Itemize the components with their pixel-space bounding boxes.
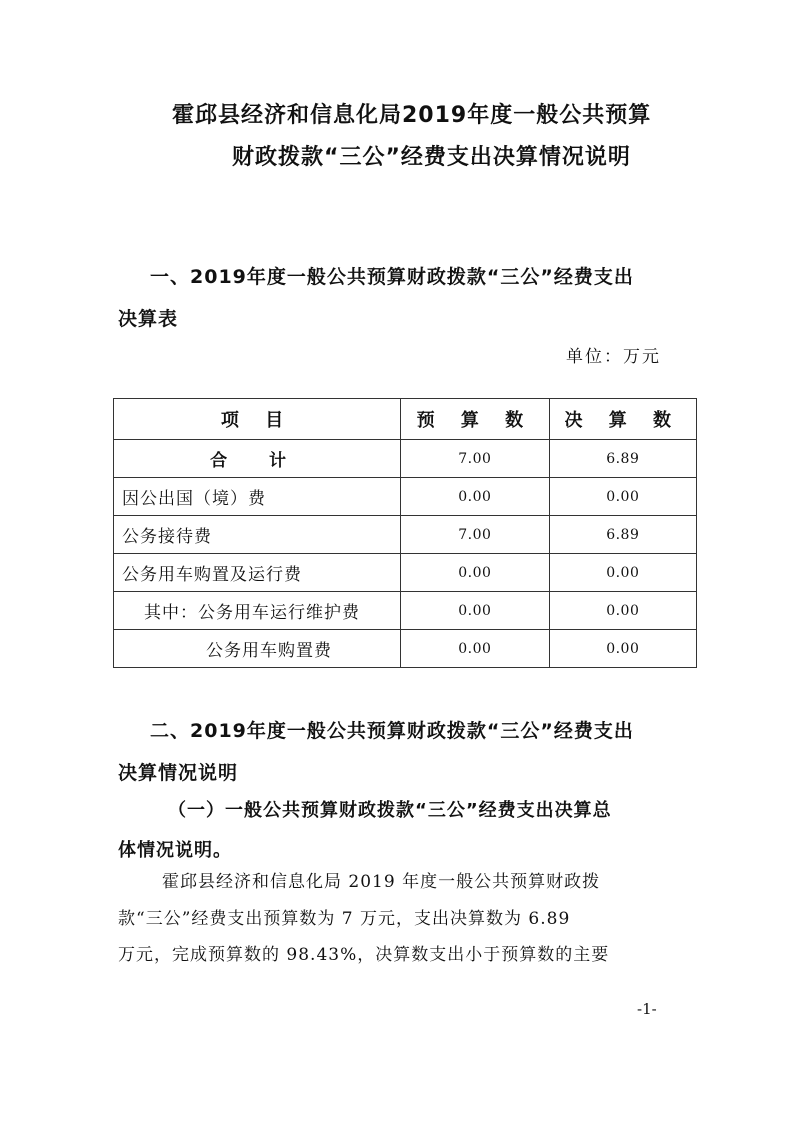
section1-heading-line1: 一、2019年度一般公共预算财政拨款“三公”经费支出 [150,266,634,288]
table-row [114,440,697,478]
row-budget: 0.00 [401,592,549,630]
header-budget: 预 算 数 [401,399,549,440]
subsection1-heading-line1: （一）一般公共预算财政拨款“三公”经费支出决算总 [168,800,612,821]
row-label: 公务接待费 [114,516,401,554]
header-item: 项 目 [114,399,401,440]
table-row [114,478,697,516]
row-actual: 0.00 [549,592,696,630]
body-paragraph-line3: 万元，完成预算数的 98.43%，决算数支出小于预算数的主要 [118,945,610,965]
row-budget: 0.00 [401,630,549,668]
three-public-expense-table [113,398,697,668]
table-row [114,554,697,592]
row-label: 因公出国（境）费 [114,478,401,516]
row-actual: 0.00 [549,630,696,668]
row-budget: 0.00 [401,478,549,516]
row-actual: 0.00 [549,554,696,592]
row-budget: 7.00 [401,516,549,554]
row-budget: 7.00 [401,440,549,478]
row-label: 公务用车购置费 [114,630,401,668]
row-label: 其中：公务用车运行维护费 [114,592,401,630]
row-actual: 6.89 [549,440,696,478]
table-row [114,592,697,630]
row-label: 公务用车购置及运行费 [114,554,401,592]
row-budget: 0.00 [401,554,549,592]
table-row [114,630,697,668]
section2-heading-line2: 决算情况说明 [118,762,239,784]
subsection1-heading-line2: 体情况说明。 [118,840,232,861]
row-actual: 6.89 [549,516,696,554]
body-paragraph-line1: 霍邱县经济和信息化局 2019 年度一般公共预算财政拨 [162,872,601,892]
header-actual: 决 算 数 [549,399,696,440]
doc-title-line2: 财政拨款“三公”经费支出决算情况说明 [232,145,631,170]
section1-heading-line2: 决算表 [118,308,179,330]
doc-title-line1: 霍邱县经济和信息化局2019年度一般公共预算 [172,103,652,128]
unit-label: 单位：万元 [566,347,661,367]
table-header-row [114,399,697,440]
table-row [114,516,697,554]
body-paragraph-line2: 款“三公”经费支出预算数为 7 万元，支出决算数为 6.89 [118,909,571,929]
section2-heading-line1: 二、2019年度一般公共预算财政拨款“三公”经费支出 [150,720,634,742]
row-actual: 0.00 [549,478,696,516]
row-label: 合 计 [114,440,401,478]
page-number: -1- [637,1000,657,1018]
